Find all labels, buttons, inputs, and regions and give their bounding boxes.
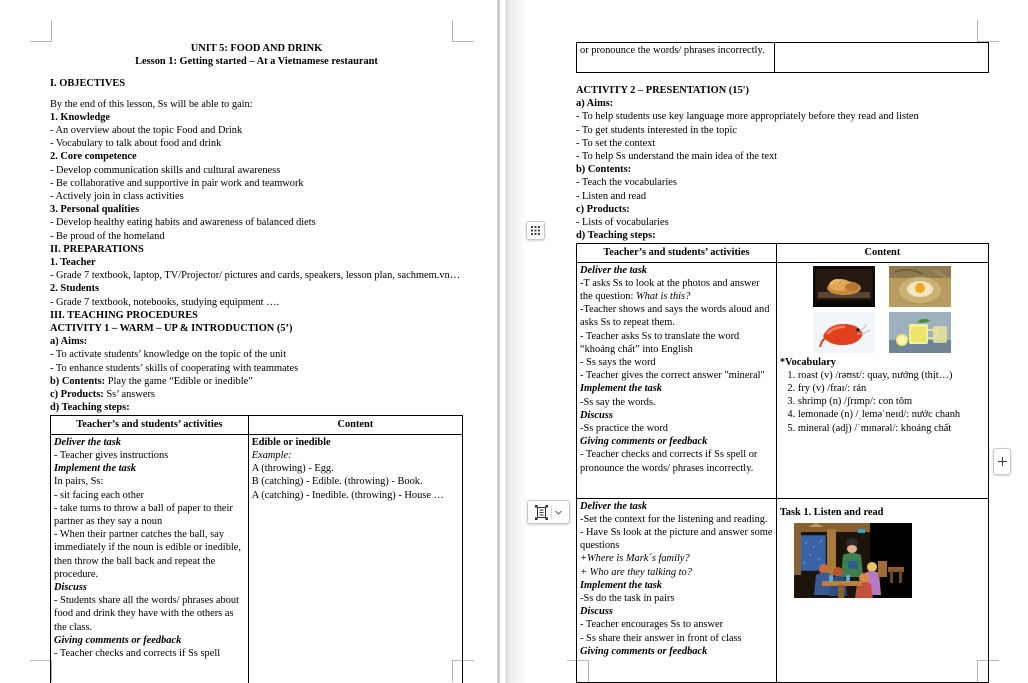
page-gutter: [497, 0, 561, 683]
personal-qualities-item-1: - Be proud of the homeland: [50, 230, 165, 242]
activities-line-3: In pairs, Ss:: [54, 476, 104, 488]
activities-line-6: - When their partner catches the ball, say immediately if the noun is edible or inedible, then throw the ball back and repeat the procedure.: [54, 529, 241, 580]
heading-activity-2: ACTIVITY 2 – PRESENTATION (15'): [576, 85, 750, 96]
vocabulary-heading: *Vocabulary: [779, 356, 837, 368]
carryover-table[interactable]: [576, 42, 989, 73]
listen-activities-line-1: -Set the context for the listening and reading.: [580, 513, 768, 525]
activity2-contents-label: b) Contents:: [576, 164, 632, 176]
cell-carryover-left[interactable]: or pronounce the words/ phrases incorrectly.: [577, 43, 775, 73]
heading-teaching-procedures: III. TEACHING PROCEDURES: [50, 309, 198, 321]
core-competence-item-1: - Be collaborative and supportive in pair work and teamwork: [50, 177, 304, 189]
table-header-row: [577, 244, 989, 262]
content-line-0: Edible or inedible: [251, 436, 331, 448]
document-title-line2: Lesson 1: Getting started – At a Vietnamese restaurant: [135, 56, 378, 68]
activities-line-7: Discuss: [54, 581, 87, 593]
activity2-aim-1: - To get students interested in the topic: [576, 124, 737, 136]
heading-objectives: I. OBJECTIVES: [50, 78, 126, 90]
activity1-aim-1: - To enhance students’ skills of cooperating with teammates: [50, 362, 299, 374]
activities-line-1: - Teacher gives instructions: [54, 449, 169, 461]
heading-preparations: II. PREPARATIONS: [50, 243, 144, 255]
table-row: [577, 498, 989, 682]
col-header-activities: Teacher’s and students’ activities: [577, 244, 777, 262]
teacher-materials: - Grade 7 textbook, laptop, TV/Projector/ pictures and cards, speakers, lesson plan, sachmem.vn…: [50, 270, 461, 282]
table-header-row: [51, 416, 463, 434]
activities-line-10: Giving comments or feedback: [580, 436, 708, 448]
frying-egg-photo: [889, 266, 951, 307]
knowledge-item-0: - An overview about the topic Food and Drink: [50, 125, 243, 137]
activity1-aim-0: - To activate students’ knowledge on the topic of the unit: [50, 349, 287, 361]
shrimp-photo: [813, 312, 875, 353]
heading-activity-1: ACTIVITY 1 – WARM – UP & INTRODUCTION (5’): [50, 323, 293, 335]
listen-question-1: + Who are they talking to?: [580, 566, 692, 578]
activities-line-9: Giving comments or feedback: [54, 634, 182, 646]
heading-students: 2. Students: [50, 283, 100, 295]
vocabulary-item: 1. roast (v) /rəʊst/: quay, nướng (thịt…): [798, 369, 985, 382]
vocabulary-item: 4. lemonade (n) /ˌleməˈneɪd/: nước chanh: [798, 408, 985, 421]
table-row: [577, 262, 989, 498]
students-materials: - Grade 7 textbook, notebooks, studying equipment ….: [50, 296, 280, 308]
activity2-contents-0: - Teach the vocabularies: [576, 177, 677, 189]
activities-line-2: -Teacher shows and says the words aloud and asks Ss to repeat them.: [580, 304, 770, 329]
cell-activities-vocab[interactable]: [577, 262, 777, 498]
activities-line-8: - Students share all the words/ phrases about food and drink they have with the others as the class.: [54, 595, 239, 633]
move-grid-icon: [531, 226, 540, 235]
activity1-contents: [50, 375, 463, 388]
insert-row-button[interactable]: [993, 448, 1011, 475]
heading-knowledge: 1. Knowledge: [50, 111, 111, 123]
task1-title: Task 1. Listen and read: [779, 506, 884, 518]
document-page-right: [561, 0, 1028, 683]
cell-content-vocab[interactable]: [776, 262, 988, 498]
heading-core-competence: 2. Core competence: [50, 151, 137, 163]
activity2-aim-3: - To help Ss understand the main idea of the text: [576, 151, 778, 163]
roast-chicken-photo: [813, 266, 875, 307]
right-page-content: [576, 42, 989, 683]
document-title-line1: UNIT 5: FOOD AND DRINK: [190, 43, 323, 54]
activity2-steps-label: d) Teaching steps:: [576, 230, 656, 242]
activities-line-9: -Ss practice the word: [580, 423, 669, 435]
table-row: [51, 434, 463, 683]
activity1-steps-label: d) Teaching steps:: [50, 402, 130, 414]
col-header-content: Content: [248, 416, 462, 434]
document-page-left: [0, 0, 497, 683]
activities-line-7: -Ss say the words.: [580, 396, 656, 408]
activities-line-1-question: What is this?: [636, 291, 691, 303]
activity1-products-value: Ss’ answers: [103, 389, 155, 401]
cell-activities-listen[interactable]: [577, 498, 777, 682]
activities-line-3: - Teacher asks Ss to translate the word “khoáng chất” into English: [580, 330, 740, 355]
activities-line-6: Implement the task: [580, 383, 662, 395]
activities-line-2: Implement the task: [54, 463, 136, 475]
col-header-content: Content: [776, 244, 988, 262]
listen-activities-line-5: Implement the task: [580, 579, 662, 591]
crop-mark-top-right-2: [977, 20, 999, 42]
plus-icon: [997, 456, 1008, 467]
activity1-contents-value: Play the game “Edible or inedible”: [105, 375, 253, 387]
food-photo-grid: [780, 264, 985, 353]
listen-activities-line-0: Deliver the task: [580, 500, 647, 512]
listen-activities-line-7: Discuss: [580, 606, 613, 618]
activities-line-1: [580, 277, 773, 303]
activities-line-0: Deliver the task: [54, 436, 121, 448]
activities-line-1-text: -T asks Ss to look at the photos and answer the question:: [580, 277, 760, 303]
core-competence-item-2: - Actively join in class activities: [50, 191, 184, 203]
activities-line-5: - Teacher gives the correct answer "mineral": [580, 370, 765, 382]
activity1-products-label: c) Products:: [50, 389, 104, 401]
activity1-contents-label: b) Contents:: [50, 375, 106, 387]
activities-line-8: Discuss: [580, 409, 613, 421]
crop-mark-top-right: [452, 20, 474, 42]
content-line-2: A (throwing) - Egg.: [251, 463, 334, 475]
listen-activities-line-10: Giving comments or feedback: [580, 645, 708, 657]
listen-activities-line-6: -Ss do the task in pairs: [580, 593, 675, 605]
activities-line-5: - take turns to throw a ball of paper to their partner as they say a noun: [54, 502, 233, 527]
cell-content[interactable]: [248, 434, 462, 683]
cell-content-task1[interactable]: [776, 498, 988, 682]
activity2-products-0: - Lists of vocabularies: [576, 217, 669, 229]
personal-qualities-item-0: - Develop healthy eating habits and awareness of balanced diets: [50, 217, 316, 229]
layout-options-button[interactable]: [527, 500, 570, 524]
content-line-3: B (catching) - Edible. (throwing) - Book.: [251, 476, 423, 488]
vocabulary-block: [780, 353, 985, 435]
activity2-aims-label: a) Aims:: [576, 98, 614, 110]
activities-line-0: Deliver the task: [580, 264, 647, 276]
content-line-1: Example:: [251, 449, 292, 461]
activity2-aim-0: - To help students use key language more appropriately before they read and listen: [576, 111, 919, 123]
lemonade-photo: [889, 312, 951, 353]
objectives-intro: By the end of this lesson, Ss will be able to gain:: [50, 98, 253, 110]
listen-activities-line-2: - Have Ss look at the picture and answer some questions: [580, 527, 773, 552]
table-move-handle[interactable]: [526, 221, 545, 240]
activities-line-10: - Teacher checks and corrects if Ss spell: [54, 647, 221, 659]
activity1-products: [50, 388, 463, 401]
vocabulary-list: [780, 369, 985, 435]
activity1-table[interactable]: [50, 415, 463, 683]
core-competence-item-0: - Develop communication skills and cultural awareness: [50, 164, 281, 176]
activities-line-4: - Ss says the word: [580, 357, 656, 369]
restaurant-scene-image: [794, 523, 912, 598]
activity2-table[interactable]: [576, 243, 989, 682]
heading-personal-qualities: 3. Personal qualities: [50, 204, 140, 216]
activities-line-4: - sit facing each other: [54, 489, 145, 501]
table-row: [577, 43, 989, 73]
heading-teacher: 1. Teacher: [50, 257, 96, 269]
widget-divider: [551, 506, 552, 519]
vocabulary-item: 3. shrimp (n) /ʃrɪmp/: con tôm: [798, 395, 985, 408]
layout-options-icon: [534, 505, 549, 520]
activity2-products-label: c) Products:: [576, 203, 630, 215]
col-header-activities: Teacher’s and students’ activities: [51, 416, 249, 434]
listen-question-0: +Where is Mark´s family?: [580, 553, 690, 565]
activity2-aim-2: - To set the context: [576, 137, 656, 149]
knowledge-item-1: - Vocabulary to talk about food and drink: [50, 138, 222, 150]
listen-activities-line-9: - Ss share their answer in front of class: [580, 632, 742, 644]
page-edge-shadow-left: [497, 0, 500, 683]
content-line-4: A (catching) - Inedible. (throwing) - House …: [251, 489, 444, 501]
vocabulary-item: 5. mineral (adj) /ˈmɪnərəl/: khoáng chất: [798, 422, 985, 435]
cell-activities[interactable]: [51, 434, 249, 683]
crop-mark-top-left: [30, 20, 52, 42]
cell-carryover-right[interactable]: [774, 43, 988, 73]
chevron-down-icon: [554, 508, 563, 517]
left-page-content: [50, 42, 463, 683]
vocabulary-item: 2. fry (v) /fraɪ/: rán: [798, 382, 985, 395]
activity2-contents-1: - Listen and read: [576, 190, 647, 202]
activities-line-11: - Teacher checks and corrects if Ss spell or pronounce the words/ phrases incorrectly.: [580, 449, 758, 474]
listen-activities-line-8: - Teacher encourages Ss to answer: [580, 619, 724, 631]
crop-mark-bottom-left: [30, 660, 52, 682]
activity1-aims-label: a) Aims:: [50, 336, 88, 348]
